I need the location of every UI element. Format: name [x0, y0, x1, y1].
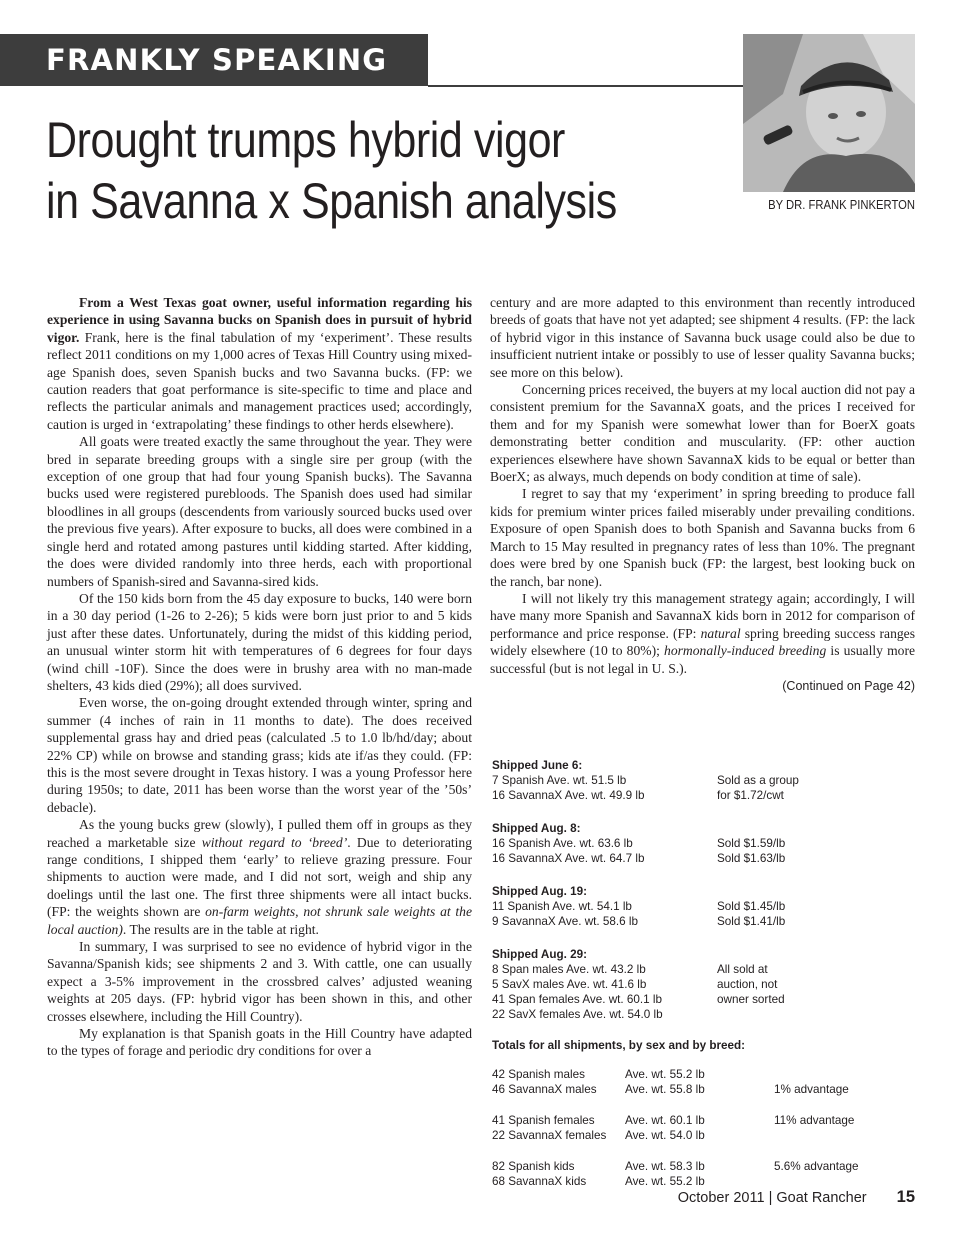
paragraph-text: I will not likely try this management strategy again; accordingly, I will have many more Spanish and SavannaX kids born in 2012 for comparison of performance and price response. (FP: [490, 590, 915, 641]
headline-line-1: Drought trumps hybrid vigor [46, 112, 565, 168]
table-row [492, 1159, 916, 1174]
totals-weight: Ave. wt. 58.3 lb [625, 1160, 705, 1173]
table-row [492, 977, 916, 992]
continued-note: (Continued on Page 42) [782, 678, 915, 693]
emphasis: natural [700, 625, 741, 641]
paragraph: All goats were treated exactly the same throughout the year. They were bred in separate breeding groups with a single sire per group (with the exception of one group that had four young Spanish bucks). The Savanna bucks used were registered purebloods. The Spanish does used had similar bloodlines in all groups (descendents from variously sourced bucks used over the previous five years). After exposure to bucks, all does were combined in a single herd and rotated among pastures until kidding started. After kidding, the does were divided randomly into three herds, each with proportional numbers of Spanish-sired and Savanna-sired kids. [47, 434, 472, 589]
shipment-animals: 7 Spanish Ave. wt. 51.5 lb [492, 774, 627, 787]
shipment-title: Shipped Aug. 8: [492, 822, 581, 835]
shipment-title: Shipped Aug. 29: [492, 948, 588, 961]
totals-weight: Ave. wt. 60.1 lb [625, 1114, 705, 1127]
paragraph-text: . The results are in the table at right. [122, 921, 319, 937]
shipment-group [492, 821, 916, 866]
table-row [492, 1113, 916, 1128]
paragraph: Even worse, the on-going drought extended through winter, spring and summer (4 inches of rain in 11 months to date). The does received supplemental grass hay and dried peas (calculated .5 to 1.0 lb/hd/day; about 22% CP) while on browse and standing grass; kids ate if/as they could. (FP: this is the most severe drought in Texas history. I was a young Professor here during 1950s; to date, 2011 has been worse than the worst year of the ’50s’ debacle). [47, 695, 472, 815]
shipment-note: Sold as a group [717, 774, 799, 787]
paragraph: Concerning prices received, the buyers at my local auction did not pay a consistent premium for the SavannaX goats, and the prices I received for them and for my Spanish were somewhat lower than for BoerX goats demonstrating better condition and muscularity. (FP: other auction experiences elsewhere have shown SavannaX kids to be equal or better than BoerX; as always, much depends on body condition at time of sale). [490, 382, 915, 485]
article-column-2 [490, 294, 915, 695]
shipment-note: for $1.72/cwt [717, 789, 784, 802]
totals-weight: Ave. wt. 54.0 lb [625, 1129, 705, 1142]
emphasis: hormonally-induced breeding [664, 643, 827, 659]
article-column-1 [47, 294, 472, 1060]
emphasis: without regard to ‘breed’ [201, 834, 348, 850]
paragraph: My explanation is that Spanish goats in the Hill Country have adapted to the types of forage and periodic dry conditions for over a [47, 1026, 472, 1059]
totals-group-label: 82 Spanish kids [492, 1160, 575, 1173]
totals-group-label: 41 Spanish females [492, 1114, 595, 1127]
paragraph-text: As the young bucks grew (slowly), I pulled them off in groups as they reached a marketable size [47, 817, 472, 850]
shipment-animals: 16 SavannaX Ave. wt. 64.7 lb [492, 852, 645, 865]
paragraph: century and are more adapted to this environment than recently introduced breeds of goats that have not yet adapted; see shipment 4 results. (FP: the lack of hybrid vigor in this instance of Savanna buck usage could also be due to insufficient nutrient intake or possibly to use of lesser quality Savanna bucks; see more on this below). [490, 295, 915, 380]
table-row [492, 836, 916, 851]
totals-weight: Ave. wt. 55.2 lb [625, 1175, 705, 1188]
totals-group-label: 22 SavannaX females [492, 1129, 607, 1142]
paragraph [47, 816, 472, 938]
table-row [492, 1128, 916, 1143]
headline [46, 110, 617, 232]
shipment-note: All sold at [717, 963, 768, 976]
shipment-note: Sold $1.59/lb [717, 837, 786, 850]
totals-advantage: 11% advantage [774, 1114, 855, 1127]
paragraph: I regret to say that my ‘experiment’ in spring breeding to produce fall kids for premium winter prices failed miserably under prevailing conditions. Exposure of open Spanish does to both Spanish and Savanna bucks from 6 March to 15 May resulted in pregnancy rates of less than 10%. The pregnant does were bred by one Spanish buck (FP: the largest, best looking buck on the ranch, bar none). [490, 486, 915, 589]
section-banner: FRANKLY SPEAKING [0, 34, 428, 86]
totals-group-label: 68 SavannaX kids [492, 1175, 587, 1188]
shipment-note: Sold $1.41/lb [717, 915, 786, 928]
shipment-animals: 11 Spanish Ave. wt. 54.1 lb [492, 900, 632, 913]
page-footer [660, 1188, 915, 1207]
totals-weight: Ave. wt. 55.8 lb [625, 1083, 705, 1096]
author-photo [743, 34, 915, 192]
totals-weight: Ave. wt. 55.2 lb [625, 1068, 705, 1081]
table-row [492, 788, 916, 803]
lead-sentence: From a West Texas goat owner, useful information regarding his experience in using Savanna bucks on Spanish does in pursuit of hybrid vigor. [47, 295, 472, 345]
table-row [492, 773, 916, 788]
shipment-animals: 41 Span females Ave. wt. 60.1 lb [492, 993, 663, 1006]
totals-group-label: 42 Spanish males [492, 1068, 585, 1081]
shipment-note: Sold $1.63/lb [717, 852, 786, 865]
shipment-title: Shipped Aug. 19: [492, 885, 588, 898]
table-row [492, 899, 916, 914]
shipment-group [492, 947, 916, 1022]
headline-line-2: in Savanna x Spanish analysis [46, 173, 617, 229]
table-row [492, 914, 916, 929]
shipment-group [492, 758, 916, 803]
totals-group-label: 46 SavannaX males [492, 1083, 597, 1096]
paragraph [47, 294, 472, 433]
paragraph: Of the 150 kids born from the 45 day exposure to bucks, 140 were born in a 30 day period (1-26 to 2-26); 5 kids were born just prior to and 5 kids just after these dates. Unfortunately, during the midst of this kidding period, an unusual winter storm hit with temperatures of 6 degrees for four days (wind chill -10F). Since the does were in brushy area with no man-made shelters, 43 kids died (29%); all does survived. [47, 590, 472, 693]
paragraph-text: . Due to deteriorating range conditions, I shipped them ‘early’ to relieve grazing pressure. Four shipments to auction were made, and I did not sort, weigh and ship any doelings until the last one. The first three shipments were all intact bucks. (FP: the weights shown are [47, 834, 473, 920]
shipment-note: auction, not [717, 978, 778, 991]
totals-title: Totals for all shipments, by sex and by breed: [492, 1039, 746, 1052]
table-row [492, 1067, 916, 1082]
table-row [492, 1174, 916, 1189]
shipment-group [492, 884, 916, 929]
table-row [492, 962, 916, 977]
emphasis: on-farm weights, not shrunk sale weights at the local auction) [47, 904, 472, 937]
paragraph: In summary, I was surprised to see no evidence of hybrid vigor in the Savanna/Spanish kids; see shipments 2 and 3. With cattle, one can usually expect a 3-5% improvement in the crossbred calves’ adjusted weaning weights at 205 days. (FP: hybrid vigor has been shown in this, and other crosses elsewhere, including the Hill Country). [47, 939, 472, 1024]
totals-advantage: 5.6% advantage [774, 1160, 859, 1173]
totals-advantage: 1% advantage [774, 1083, 849, 1096]
paragraph-text: is usually more successful (but is not legal in U. S.). [490, 643, 916, 676]
shipment-animals: 22 SavX females Ave. wt. 54.0 lb [492, 1008, 663, 1021]
shipment-animals: 8 Span males Ave. wt. 43.2 lb [492, 963, 646, 976]
table-row [492, 851, 916, 866]
paragraph-text: spring breeding success ranges widely elsewhere (10 to 80%); [490, 625, 915, 659]
shipment-animals: 9 SavannaX Ave. wt. 58.6 lb [492, 915, 638, 928]
table-row [492, 1082, 916, 1097]
table-row [492, 992, 916, 1007]
page-number: 15 [896, 1188, 915, 1206]
shipment-animals: 16 Spanish Ave. wt. 63.6 lb [492, 837, 633, 850]
shipment-animals: 5 SavX males Ave. wt. 41.6 lb [492, 978, 647, 991]
shipment-animals: 16 SavannaX Ave. wt. 49.9 lb [492, 789, 645, 802]
table-row [492, 1007, 916, 1022]
issue-info: October 2011 | Goat Rancher [677, 1190, 867, 1206]
byline: BY DR. FRANK PINKERTON [768, 198, 915, 212]
shipments-table [492, 758, 916, 1205]
paragraph [490, 590, 915, 677]
shipment-note: owner sorted [717, 993, 785, 1006]
author-photo-illustration [743, 34, 915, 192]
totals-group [492, 1159, 916, 1189]
paragraph-text: Frank, here is the final tabulation of my ‘experiment’. These results reflect 2011 conditions on my 1,000 acres of Texas Hill Country using mixed-age Spanish does, seven Spanish bucks and two Savanna bucks. (FP: we caution readers that goat performance is site-specific to time and place and reflects the particular animals and management practices used; accordingly, caution is urged in ‘extrapolating’ these findings to other herds elsewhere). [47, 329, 472, 432]
totals-group [492, 1067, 916, 1097]
totals-group [492, 1113, 916, 1143]
shipment-title: Shipped June 6: [492, 759, 583, 772]
shipment-note: Sold $1.45/lb [717, 900, 786, 913]
